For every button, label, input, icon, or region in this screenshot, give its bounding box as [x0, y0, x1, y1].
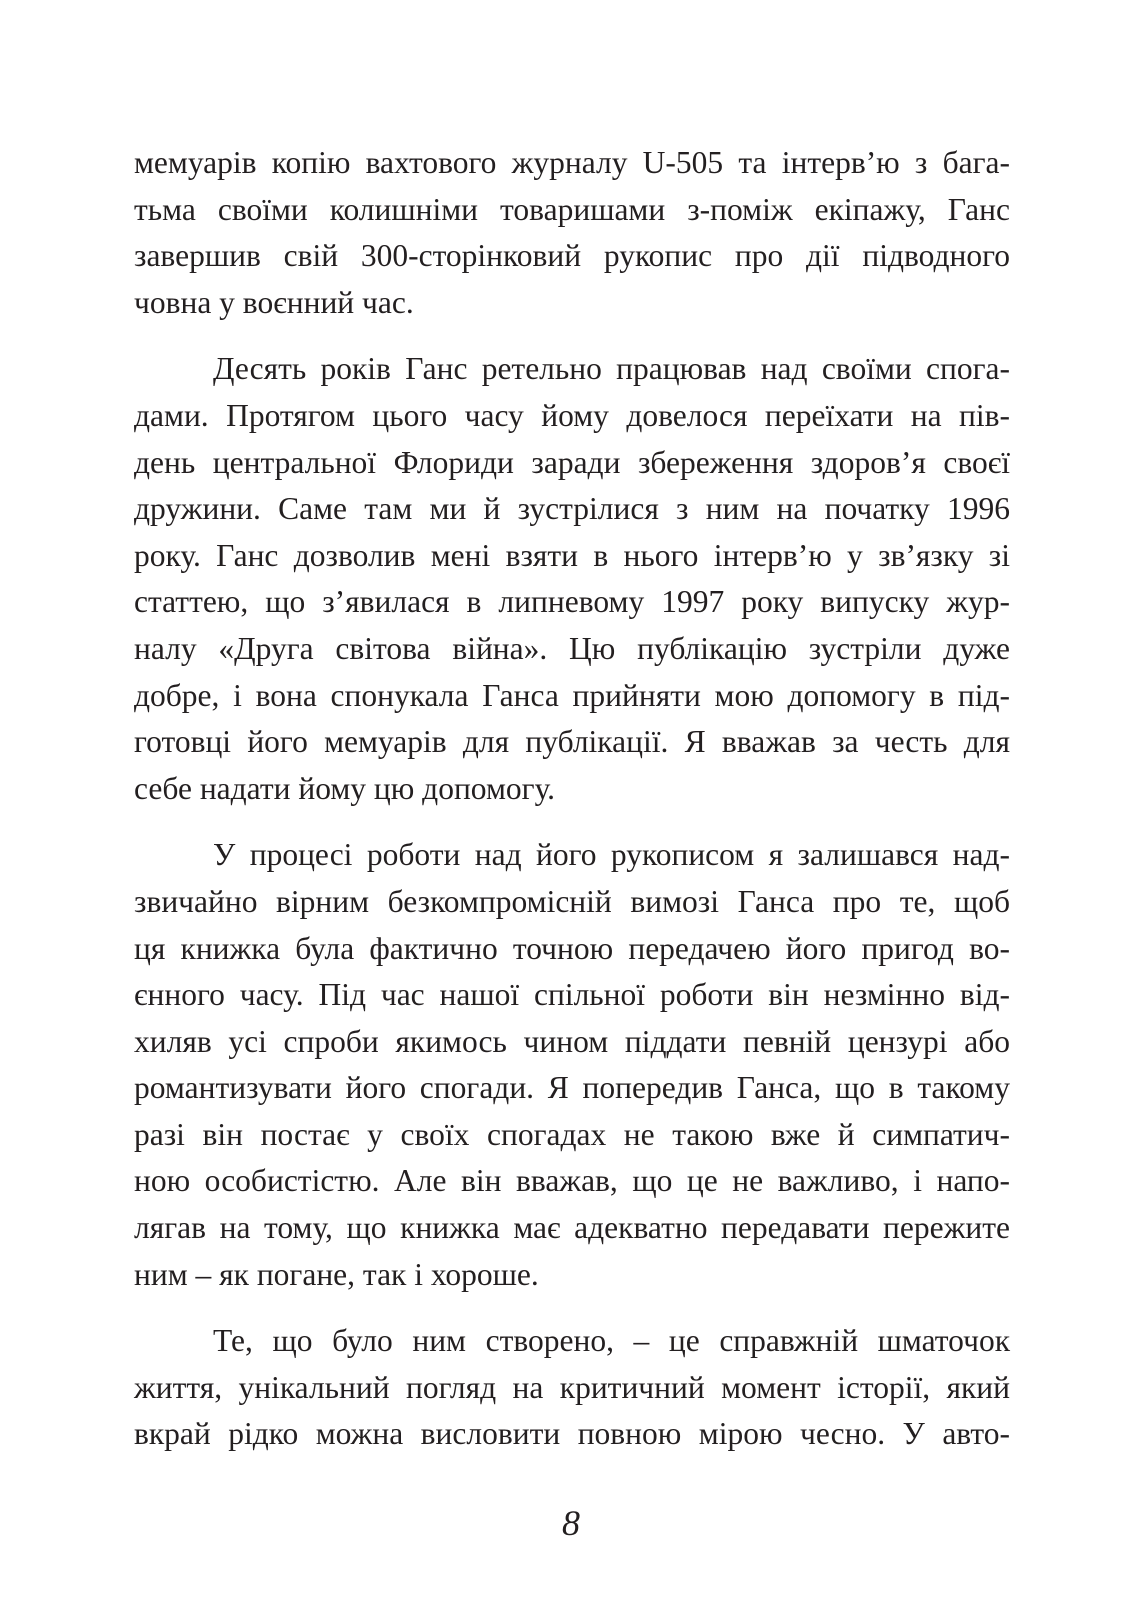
- text-line: року. Ганс дозволив мені взяти в нього інтерв’ю у зв’язку зі: [134, 537, 1010, 573]
- text-line: разі він постає у своїх спогадах не такою вже й симпатич-: [134, 1116, 1010, 1152]
- text-line: добре, і вона спонукала Ганса прийняти мою допомогу в під-: [134, 677, 1010, 713]
- text-line: статтею, що з’явилася в липневому 1997 року випуску жур-: [134, 584, 1010, 620]
- text-line: готовці його мемуарів для публікації. Я вважав за честь для: [134, 724, 1010, 760]
- paragraph-4: [134, 1318, 1010, 1458]
- text-line: дружини. Саме там ми й зустрілися з ним на початку 1996: [134, 491, 1010, 527]
- text-line: ця книжка була фактично точною передачею його пригод во-: [134, 930, 1010, 966]
- text-line: Десять років Ганс ретельно працював над своїми спога-: [213, 351, 1010, 387]
- body-text: [134, 140, 1010, 1478]
- text-line: човна у воєнний час.: [134, 284, 414, 320]
- text-line: тьма своїми колишніми товаришами з-поміж екіпажу, Ганс: [134, 191, 1010, 227]
- text-line: Те, що було ним створено, – це справжній шматочок: [213, 1323, 1010, 1359]
- text-line: ною особистістю. Але він вважав, що це не важливо, і напо-: [134, 1163, 1010, 1199]
- text-line: У процесі роботи над його рукописом я залишався над-: [213, 837, 1010, 873]
- text-line: романтизувати його спогади. Я попередив Ганса, що в такому: [134, 1070, 1010, 1106]
- text-line: хиляв усі спроби якимось чином піддати певній цензурі або: [134, 1023, 1010, 1059]
- text-line: вкрай рідко можна висловити повною мірою чесно. У авто-: [134, 1416, 1010, 1452]
- paragraph-3: [134, 832, 1010, 1298]
- text-line: звичайно вірним безкомпромісній вимозі Ганса про те, щоб: [134, 883, 1010, 919]
- text-line: налу «Друга світова війна». Цю публікацію зустріли дуже: [134, 630, 1010, 666]
- text-line: дами. Протягом цього часу йому довелося переїхати на пів-: [134, 397, 1010, 433]
- page-number: 8: [562, 1503, 580, 1543]
- text-line: день центральної Флориди заради збереження здоров’я своєї: [134, 444, 1010, 480]
- text-line: ним – як погане, так і хороше.: [134, 1256, 539, 1292]
- text-line: єнного часу. Під час нашої спільної роботи він незмінно від-: [134, 977, 1010, 1013]
- text-line: лягав на тому, що книжка має адекватно передавати пережите: [134, 1210, 1010, 1246]
- text-line: себе надати йому цю допомогу.: [134, 770, 556, 806]
- paragraph-1: [134, 140, 1010, 326]
- paragraph-2: [134, 346, 1010, 812]
- text-line: життя, унікальний погляд на критичний момент історії, який: [134, 1369, 1010, 1405]
- text-line: завершив свій 300-сторінковий рукопис про дії підводного: [134, 238, 1010, 274]
- text-line: мемуарів копію вахтового журналу U-505 та інтерв’ю з бага-: [134, 145, 1010, 180]
